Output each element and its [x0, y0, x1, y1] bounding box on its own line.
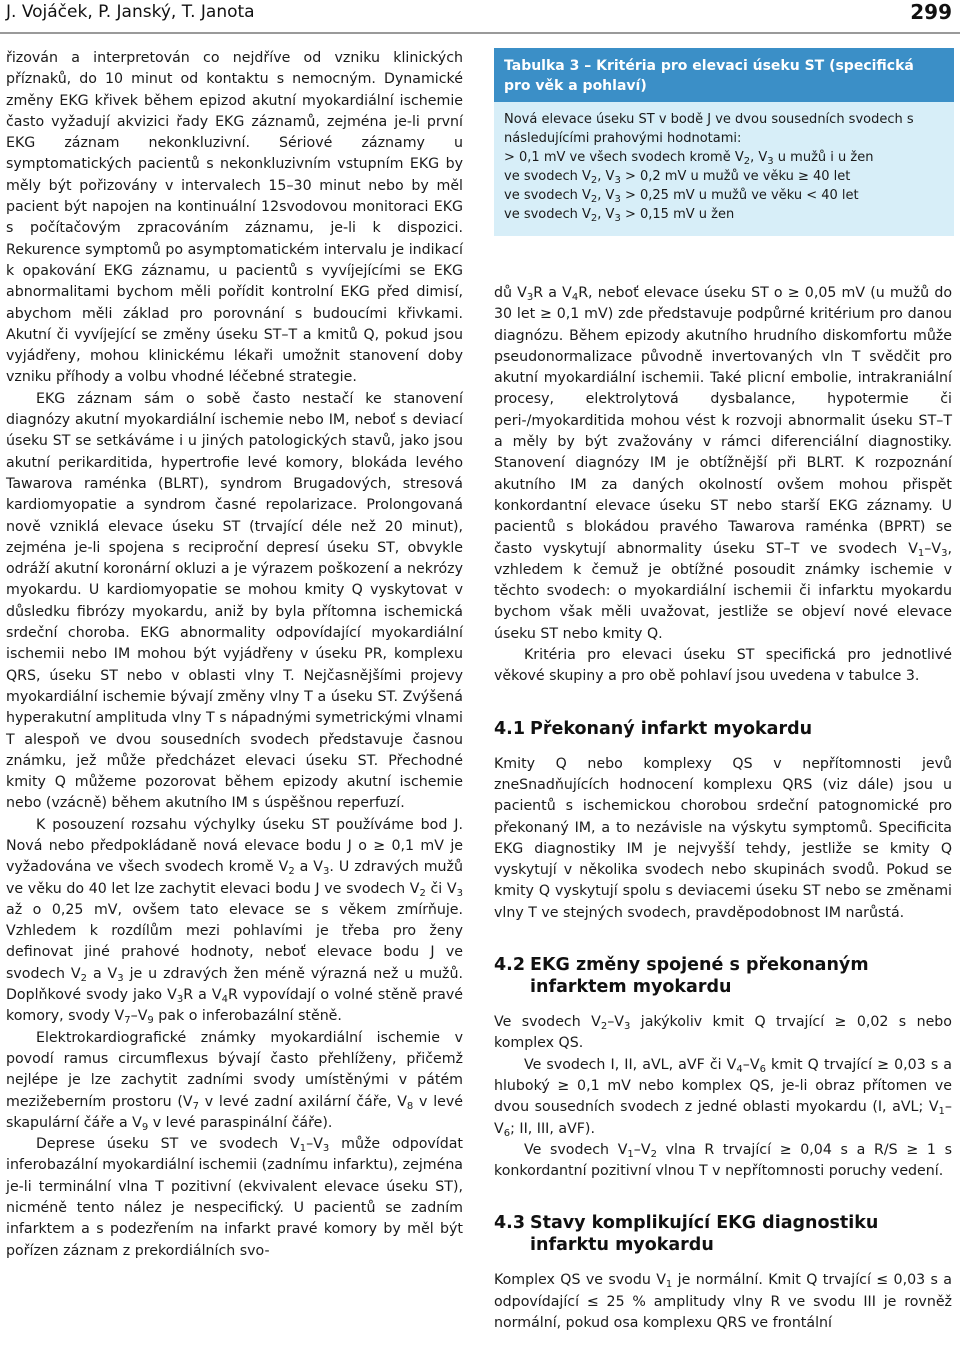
section-title: EKG změny spojené s překonaným infarktem myokardu — [530, 955, 869, 998]
paragraph: Elektrokardiografické známky myokardiální ischemie v povodí ramus circumflexus bývají často přehlíženy, přičemž nejlépe je lze zachytit zadními svody umístěnými v pátém mezižeberním prostoru ($V_7$ v levé zadní axilární čáře, $V_8$ v levé skapulární čáře a $V_9$ v levé paraspinální čáře). — [6, 1029, 463, 1133]
section-title: Stavy komplikující EKG diagnostiku infarktu myokardu — [530, 1213, 879, 1256]
paragraph: dů $V_3R$ a $V_4R$, neboť elevace úseku ST o ≥ 0,05 mV (u mužů do 30 let ≥ 0,1 mV) zde představuje podpůrné kritérium pro danou diagnózu. Během epizody akutního hrudního diskomfortu může pseudonormalizace původně invertovaných vln T svědčit pro akutní myokardiální ischemii. Také plicní embolie, intrakraniální procesy, elektrolytová dysbalance, hypotermie či peri-/myokarditida mohou vést k rozvoji abnormalit úseku ST–T a měly by být zvažovány v rámci diferenciální diagnostiky. Stanovení diagnózy IM je obtížnější při BLRT. K rozpoznání akutního IM za daných okolností ovšem mohou přispět konkordantní elevace úseku ST nebo starší EKG záznamy. U pacientů s blokádou pravého Tawarova raménka (BPRT) se často vyskytují abnormality úseku ST–T ve svodech $V_1-V_3$, vzhledem k čemuž je obtížné posoudit známky ischemie v těchto svodech: o myokardiální ischemii či infarktu myokardu bychom však měli uvažovat, jestliže se objeví nové elevace úseku ST nebo kmity Q. — [494, 285, 953, 642]
table-row: ve svodech $V_2$, $V_3 > 0,2$ mV u mužů ve věku ≥ 40 let — [504, 169, 851, 186]
page-header — [0, 0, 960, 36]
paragraph: řizován a interpretován co nejdříve od vzniku klinických příznaků, do 10 minut od kontaktu s nemocným. Dynamické změny EKG křivek během epizod akutní myokardiální ischemie často vyžadují akvizici řady EKG záznamů, zejména je-li první EKG záznam nekonkluzivní. Sériové záznamy u symptomatických pacientů s nekonkluzivním vstupním EKG by měly být pořizovány v intervalech 15–30 minut nebo by měl pacient být napojen na kontinuální 12svodovou monitoraci EKG s počítačovým zpracováním záznamu, je-li k dispozici. Rekurence symptomů po asymptomatickém intervalu je indikací k opakování EKG záznamu, u pacientů s vyvíjejícími se EKG abnormalitami bychom měli pořídit kontrolní EKG před dimisí, abychom měli základ pro porovnání s budoucími křivkami. Akutní či vyvíjející se změny úseku ST–T a kmitů Q, pokud jsou vyjádřeny, mohou klinickému lékaři umožnit stanovení doby vzniku příhody a volbu vhodné léčebné strategie. — [6, 50, 463, 386]
paragraph: K posouzení rozsahu výchylky úseku ST používáme bod J. Nová nebo předpokládaně nová elevace bodu J o ≥ 0,1 mV je vyžadována ve všech svodech kromě $V_2$ a $V_3$. U zdravých mužů ve věku do 40 let lze zachytit elevaci bodu J ve svodech $V_2$ či $V_3$ až o 0,25 mV, ovšem tato elevace se s věkem zmírňuje. Vzhledem k rozdílům mezi pohlavími je třeba pro ženy definovat jiné prahové hodnoty, neboť elevace bodu J ve svodech $V_2$ a $V_3$ je u zdravých žen méně výrazná než u mužů. Doplňkové svody jako $V_3R$ a $V_4R$ vypovídají o volné stěně pravé komory, svody $V_7-V_9$ pak o inferobazální stěně. — [6, 816, 464, 1027]
section-number: 4.3 — [494, 1213, 526, 1234]
paragraph: Ve svodech $V_1-V_2$ vlna R trvající ≥ 0,04 s a R/S ≥ 1 s konkordantní pozitivní vlnou T v nepřítomnosti poruchy vedení. — [494, 1141, 952, 1180]
header-rule — [0, 32, 960, 34]
section-heading — [494, 1212, 952, 1256]
paragraph: Komplex QS ve svodu $V_1$ je normální. Kmit Q trvající ≤ 0,03 s a odpovídající ≤ 25 % amplitudy vlny R ve svodu III je rovněž normální, pokud osa komplexu QRS ve frontální — [494, 1272, 952, 1331]
table-3 — [494, 48, 954, 236]
paragraph: Deprese úseku ST ve svodech $V_1-V_3$ může odpovídat inferobazální myokardiální ischemii (zadnímu infarktu), zejména je-li terminální vlna T pozitivní (ekvivalent elevace úseku ST), nicméně tento nález je nespecifický. U pacientů se zadním infarktem a s podezřením na infarkt pravé komory by měl být pořízen záznam z prekordiálních svo- — [6, 1136, 463, 1259]
table-row: > 0,1 mV ve všech svodech kromě $V_2$, $V_3$ u mužů i u žen — [504, 150, 874, 167]
left-column — [6, 48, 463, 1262]
table-title: Tabulka 3 – Kritéria pro elevaci úseku ST (specifická pro věk a pohlaví) — [494, 48, 954, 102]
running-head-authors: J. Vojáček, P. Janský, T. Janota — [6, 2, 255, 22]
table-row: ve svodech $V_2$, $V_3 > 0,25$ mV u mužů ve věku < 40 let — [504, 188, 859, 205]
paragraph: Ve svodech I, II, aVL, aVF či $V_4-V_6$ kmit Q trvající ≥ 0,03 s a hluboký ≥ 0,1 mV nebo komplex QS, je-li obraz přítomen ve dvou sousedních svodech z jedné oblasti myokardu (I, aVL; $V_1-V_6$; II, III, aVF). — [494, 1056, 952, 1139]
page-number: 299 — [910, 0, 952, 24]
section-heading — [494, 954, 952, 998]
paragraph: Kmity Q nebo komplexy QS v nepřítomnosti jevů zneSnadňujících hodnocení komplexu QRS (viz dále) jsou u pacientů s ischemickou chorobou srdeční patognomické pro překonaný IM, a to nezávisle na výskytu symptomů. Specificita EKG diagnostiky IM je nejvyšší tehdy, jestliže se kmity Q vyskytují v několika svodech nebo skupinách svodů. Pokud se kmity Q vyskytují spolu s deviacemi úseku ST nebo se změnami vlny T ve stejných svodech, pravděpodobnost IM narůstá. — [494, 755, 952, 921]
table-row: ve svodech $V_2$, $V_3 > 0,15$ mV u žen — [504, 207, 735, 224]
section-heading — [494, 718, 952, 740]
table-body — [494, 102, 954, 232]
section-title: Překonaný infarkt myokardu — [530, 718, 813, 739]
paragraph: Ve svodech $V_2-V_3$ jakýkoliv kmit Q trvající ≥ 0,02 s nebo komplex QS. — [494, 1014, 952, 1052]
section-number: 4.1 — [494, 718, 526, 739]
table-intro: Nová elevace úseku ST v bodě J ve dvou sousedních svodech s následujícími prahovými hodnotami: — [504, 112, 914, 146]
paragraph: EKG záznam sám o sobě často nestačí ke stanovení diagnózy akutní myokardiální ischemie nebo IM, neboť s deviací úseku ST se setkáváme i u jiných patologických stavů, jako jsou akutní perikarditida, hypertrofie levé komory, blokáda levého Tawarova raménka (BLRT), syndrom Brugadových, stresová kardiomyopatie a syndrom časné repolarizace. Prolongovaná nově vzniklá elevace úseku ST (trvající déle než 20 minut), zejména je-li spojena s reciproční depresí úseku ST, obvykle odráží akutní koronární okluzi a je výrazem poškození a nekrózy myokardu. U kardiomyopatie se mohou kmity Q vyskytovat v důsledku fibrózy myokardu, aniž by byla přítomna ischemická srdeční choroba. EKG abnormality odpovídající myokardiální ischemii nebo IM mohou být vyjádřeny v úseku PR, komplexu QRS, úseku ST nebo v oblasti vlny T. Nejčasnějšími projevy myokardiální ischemie bývají změny vlny T a úseku ST. Zvýšená hyperakutní amplituda vlny T s nápadnými symetrickými vlnami T alespoň ve dvou sousedních svodech představuje časnou známku, jež může předcházet elevaci úseku ST. Přechodné kmity Q můžeme pozorovat během epizody akutní ischemie nebo (vzácně) během akutního IM s úspěšnou reperfuzí. — [6, 390, 463, 812]
paragraph: Kritéria pro elevaci úseku ST specifická pro jednotlivé věkové skupiny a pro obě pohlaví jsou uvedena v tabulce 3. — [494, 647, 952, 685]
right-column — [494, 283, 952, 1334]
section-number: 4.2 — [494, 955, 526, 976]
